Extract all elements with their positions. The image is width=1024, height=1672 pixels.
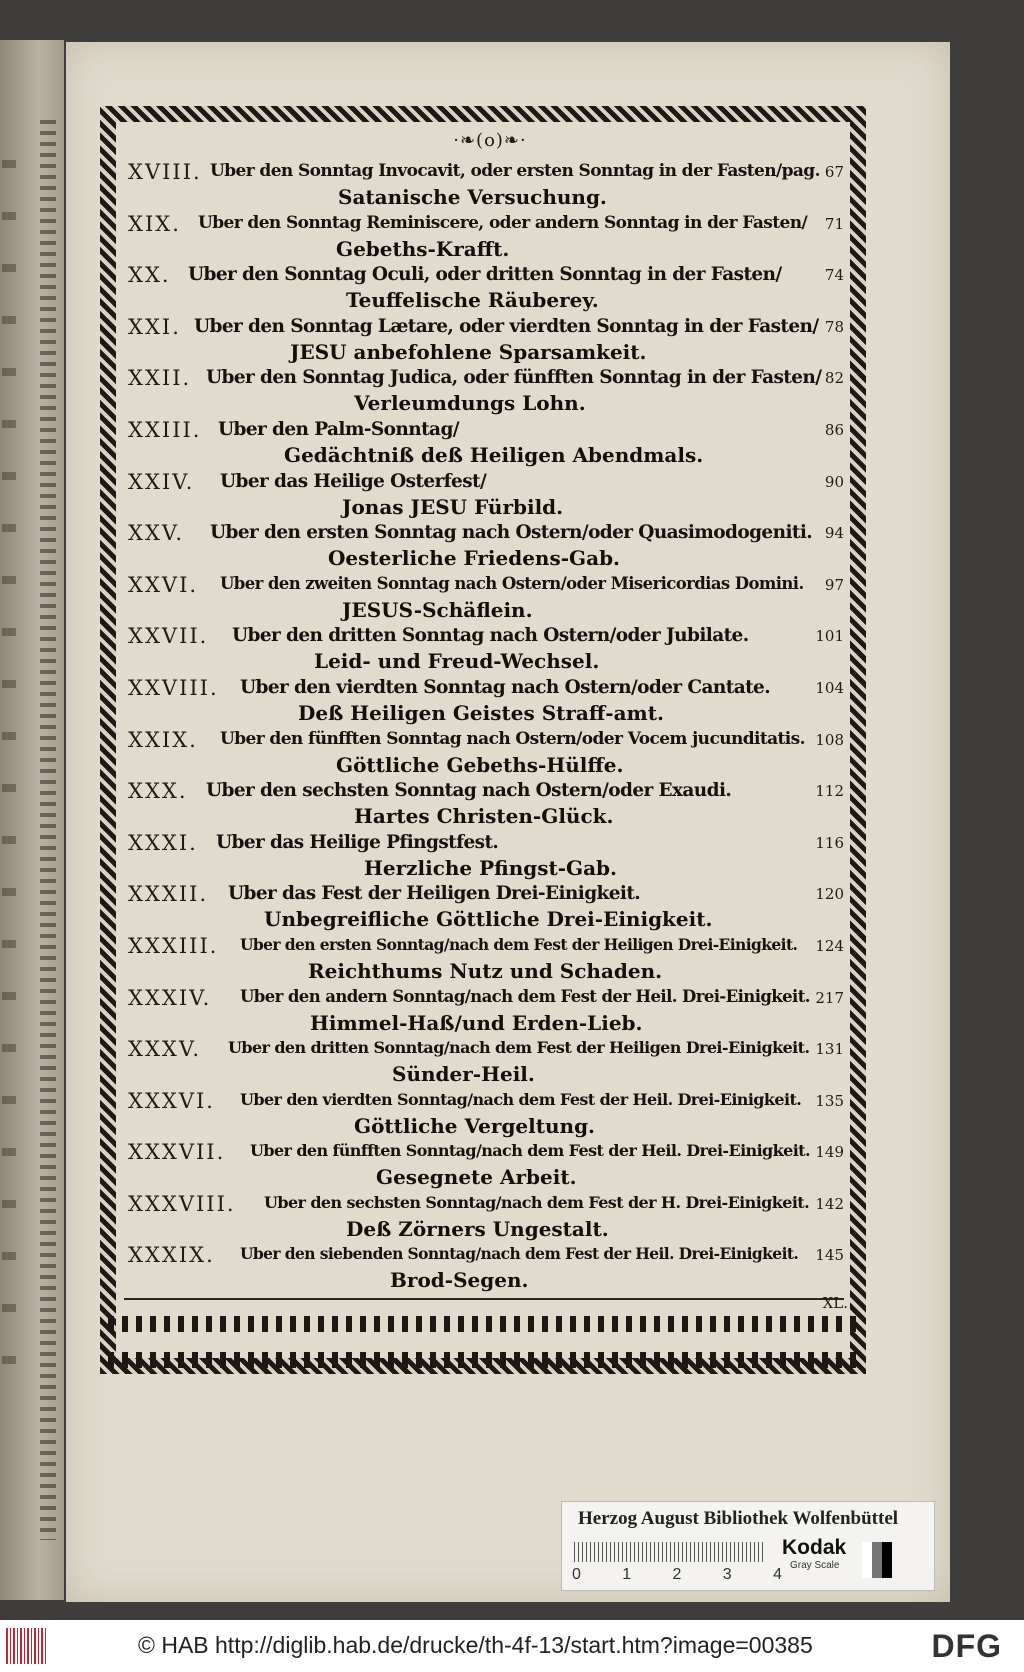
- entry-number: XXV.: [128, 521, 185, 546]
- entry-page: 97: [824, 575, 844, 594]
- entry-title: Sünder-Heil.: [392, 1062, 535, 1087]
- entry-description: Uber das Heilige Osterfest/: [220, 470, 487, 492]
- source-url[interactable]: © HAB http://diglib.hab.de/drucke/th-4f-13/start.htm?image=00385: [138, 1632, 813, 1658]
- toc-entry: [128, 366, 844, 418]
- entry-title: Gedächtniß deß Heiligen Abendmals.: [284, 442, 704, 467]
- library-name: Herzog August Bibliothek Wolfenbüttel: [578, 1508, 899, 1529]
- tick-label: 2: [672, 1566, 682, 1583]
- bottom-rule: [124, 1298, 844, 1300]
- toc-entry: [128, 1089, 844, 1141]
- toc-entry: [128, 1243, 844, 1295]
- entry-number: XXII.: [128, 366, 192, 391]
- toc-entry: [128, 160, 844, 212]
- entry-title: Jonas JESU Fürbild.: [342, 494, 564, 519]
- toc-entry: [128, 470, 844, 522]
- entry-description: Uber den vierdten Sonntag/nach dem Fest der Heil. Drei-Einigkeit.: [240, 1089, 802, 1109]
- entry-page: 101: [815, 627, 844, 646]
- toc-entry: [128, 831, 844, 883]
- entry-number: XXVIII.: [128, 675, 219, 700]
- toc-entry: [128, 212, 844, 264]
- toc-entry: [128, 676, 844, 728]
- entry-description: Uber den Sonntag Oculi, oder dritten Sonntag in der Fasten/: [188, 264, 782, 286]
- toc-entry: [128, 934, 844, 986]
- entry-number: XXIX.: [128, 727, 198, 752]
- bleed-through-marks: [2, 160, 16, 1400]
- tick-label: 0: [572, 1566, 581, 1583]
- entry-description: Uber den dritten Sonntag/nach dem Fest der Heiligen Drei-Einigkeit.: [228, 1038, 810, 1058]
- entry-number: XXIII.: [128, 417, 202, 442]
- toc-entry: [128, 315, 844, 367]
- entry-title: Oesterliche Friedens-Gab.: [328, 546, 621, 571]
- ruler-scale: [574, 1542, 764, 1562]
- entry-page: 86: [824, 420, 844, 439]
- toc-entry: [128, 1192, 844, 1244]
- entry-description: Uber den Sonntag Invocavit, oder ersten Sonntag in der Fasten/pag.: [210, 161, 820, 181]
- entry-title: Brod-Segen.: [390, 1268, 529, 1293]
- entry-page: 74: [824, 266, 844, 285]
- toc-entry: [128, 728, 844, 780]
- table-of-contents: [128, 160, 844, 1295]
- entry-number: XXVI.: [128, 572, 199, 597]
- entry-page: 124: [815, 936, 844, 955]
- entry-number: XXXVI.: [128, 1088, 215, 1113]
- entry-page: 149: [815, 1143, 844, 1162]
- entry-page: 82: [824, 369, 844, 388]
- entry-page: 104: [815, 678, 844, 697]
- entry-title: Göttliche Gebeths-Hülffe.: [336, 752, 624, 777]
- entry-title: Reichthums Nutz und Schaden.: [308, 958, 663, 983]
- entry-description: Uber den Palm-Sonntag/: [218, 418, 459, 440]
- entry-number: XXXIX.: [128, 1243, 215, 1268]
- entry-title: Gebeths-Krafft.: [336, 236, 510, 261]
- viewer-footer: [0, 1620, 1024, 1672]
- entry-description: Uber den Sonntag Judica, oder fünfften Sonntag in der Fasten/: [206, 367, 822, 389]
- grayscale-patches: [862, 1542, 892, 1578]
- entry-title: Deß Heiligen Geistes Straff-amt.: [298, 700, 664, 725]
- entry-page: 217: [815, 988, 844, 1007]
- entry-title: Unbegreifliche Göttliche Drei-Einigkeit.: [264, 907, 713, 932]
- entry-description: Uber den andern Sonntag/nach dem Fest der Heil. Drei-Einigkeit.: [240, 986, 810, 1006]
- ruler-ticks: [572, 1566, 782, 1584]
- entry-number: XXX.: [128, 779, 188, 804]
- tick-label: 4: [773, 1566, 782, 1583]
- toc-entry: [128, 624, 844, 676]
- entry-description: Uber den zweiten Sonntag nach Ostern/oder Misericordias Domini.: [220, 573, 804, 593]
- entry-description: Uber den siebenden Sonntag/nach dem Fest der Heil. Drei-Einigkeit.: [240, 1244, 799, 1264]
- entry-title: Himmel-Haß/und Erden-Lieb.: [310, 1010, 643, 1035]
- entry-number: XXVII.: [128, 624, 209, 649]
- toc-entry: [128, 418, 844, 470]
- entry-title: Göttliche Vergeltung.: [354, 1113, 596, 1138]
- entry-title: Teuffelische Räuberey.: [346, 288, 599, 313]
- color-scale-card: [562, 1502, 934, 1590]
- entry-number: XXXVIII.: [128, 1191, 236, 1216]
- entry-description: Uber den fünfften Sonntag nach Ostern/oder Vocem jucunditatis.: [220, 728, 805, 749]
- entry-page: 94: [824, 524, 844, 543]
- toc-entry: [128, 882, 844, 934]
- entry-title: Verleumdungs Lohn.: [354, 391, 586, 416]
- ornamental-frame-bottom: [108, 1316, 858, 1368]
- entry-number: XX.: [128, 263, 171, 288]
- toc-entry: [128, 263, 844, 315]
- entry-description: Uber den ersten Sonntag nach Ostern/oder Quasimodogeniti.: [210, 522, 813, 544]
- entry-page: 120: [815, 885, 844, 904]
- entry-page: 131: [815, 1040, 844, 1059]
- entry-number: XXI.: [128, 314, 181, 339]
- toc-entry: [128, 573, 844, 625]
- toc-entry: [128, 779, 844, 831]
- entry-description: Uber den ersten Sonntag/nach dem Fest der Heiligen Drei-Einigkeit.: [240, 934, 798, 954]
- entry-title: Gesegnete Arbeit.: [376, 1165, 577, 1190]
- grayscale-label: Gray Scale: [790, 1560, 840, 1571]
- toc-entry: [128, 1140, 844, 1192]
- entry-title: Leid- und Freud-Wechsel.: [314, 649, 600, 674]
- entry-description: Uber den sechsten Sonntag/nach dem Fest der H. Drei-Einigkeit.: [264, 1192, 810, 1212]
- entry-description: Uber den Sonntag Lætare, oder vierdten Sonntag in der Fasten/: [194, 315, 819, 337]
- entry-number: XXXII.: [128, 882, 209, 907]
- entry-page: 135: [815, 1091, 844, 1110]
- signature-mark: XL.: [822, 1294, 848, 1312]
- entry-page: 90: [824, 472, 844, 491]
- entry-number: XXXV.: [128, 1037, 202, 1062]
- dfg-logo: DFG: [931, 1628, 1002, 1664]
- kodak-logo: Kodak: [782, 1536, 847, 1559]
- page-ornament-border: [40, 120, 56, 1540]
- entry-description: Uber den vierdten Sonntag nach Ostern/oder Cantate.: [240, 676, 771, 698]
- entry-title: Deß Zörners Ungestalt.: [346, 1216, 609, 1241]
- entry-page: 108: [815, 730, 844, 749]
- entry-description: Uber den sechsten Sonntag nach Ostern/oder Exaudi.: [206, 780, 732, 802]
- entry-number: XXXI.: [128, 830, 198, 855]
- entry-number: XVIII.: [128, 160, 202, 184]
- entry-description: Uber das Fest der Heiligen Drei-Einigkeit.: [228, 883, 641, 905]
- hab-logo-icon: [6, 1628, 48, 1664]
- entry-page: 145: [815, 1246, 844, 1265]
- header-ornament: ·❧(o)❧·: [453, 130, 527, 151]
- entry-page: 71: [824, 214, 844, 233]
- toc-entry: [128, 986, 844, 1038]
- entry-title: Herzliche Pfingst-Gab.: [364, 855, 618, 880]
- entry-description: Uber den dritten Sonntag nach Ostern/oder Jubilate.: [232, 625, 749, 647]
- entry-title: Satanische Versuchung.: [338, 185, 607, 209]
- entry-description: Uber das Heilige Pfingstfest.: [216, 831, 499, 853]
- entry-title: JESUS-Schäflein.: [342, 597, 533, 622]
- entry-number: XXXVII.: [128, 1140, 226, 1165]
- toc-entry: [128, 1037, 844, 1089]
- entry-description: Uber den Sonntag Reminiscere, oder andern Sonntag in der Fasten/: [198, 212, 808, 233]
- entry-page: 78: [824, 317, 844, 336]
- entry-number: XXIV.: [128, 469, 195, 494]
- tick-label: 1: [622, 1566, 632, 1583]
- entry-title: JESU anbefohlene Sparsamkeit.: [290, 339, 647, 364]
- tick-label: 3: [722, 1566, 732, 1583]
- entry-number: XIX.: [128, 211, 181, 236]
- previous-page-edge: [0, 40, 64, 1600]
- entry-number: XXXIV.: [128, 985, 212, 1010]
- entry-title: Hartes Christen-Glück.: [354, 804, 614, 829]
- entry-description: Uber den fünfften Sonntag/nach dem Fest der Heil. Drei-Einigkeit.: [250, 1141, 810, 1161]
- entry-number: XXXIII.: [128, 933, 219, 958]
- entry-page: 112: [815, 782, 844, 801]
- entry-page: 116: [815, 833, 844, 852]
- toc-entry: [128, 521, 844, 573]
- entry-page: 67: [824, 163, 844, 181]
- entry-page: 142: [815, 1194, 844, 1213]
